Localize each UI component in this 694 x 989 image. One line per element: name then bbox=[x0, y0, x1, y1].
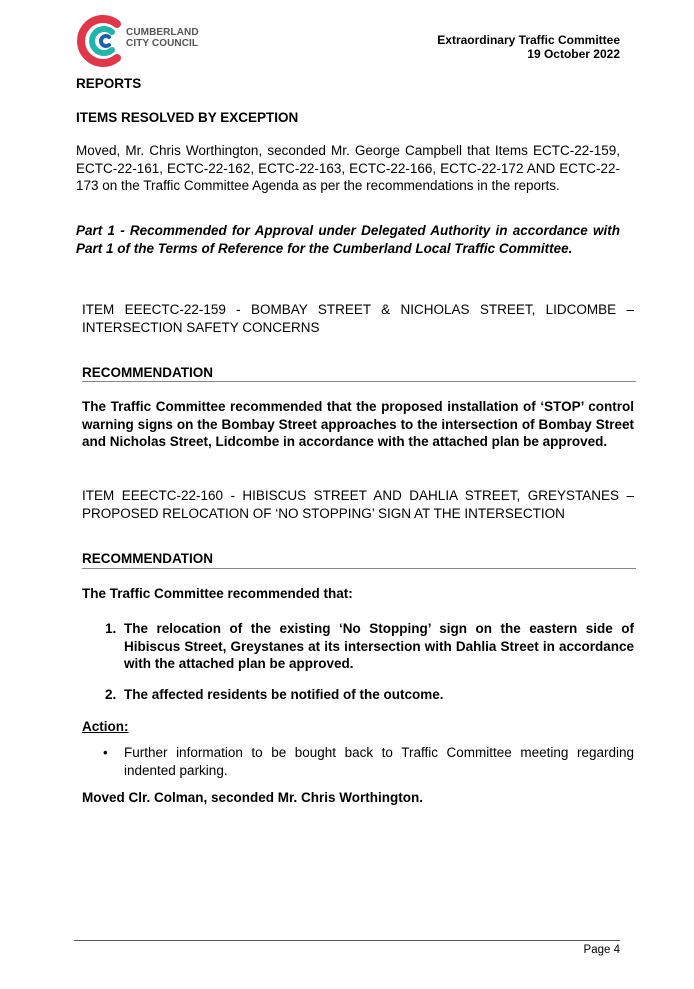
logo-line2: CITY COUNCIL bbox=[126, 38, 199, 49]
action-heading: Action: bbox=[82, 719, 129, 734]
rec2-intro: The Traffic Committee recommended that: bbox=[82, 586, 353, 601]
part1-paragraph: Part 1 - Recommended for Approval under Delegated Authority in accordance with Part 1 of the Terms of Reference for the Cumberland Local Traffic Committee. bbox=[76, 223, 620, 256]
items-exception-heading: ITEMS RESOLVED BY EXCEPTION bbox=[76, 110, 299, 125]
rec2-item2-number: 2. bbox=[105, 687, 117, 702]
item1-title: ITEM EEECTC-22-159 - BOMBAY STREET & NICHOLAS STREET, LIDCOMBE – INTERSECTION SAFETY CONCERNS bbox=[82, 302, 634, 335]
rec1-heading: RECOMMENDATION bbox=[82, 365, 213, 380]
footer-divider bbox=[74, 940, 620, 941]
rec2-heading: RECOMMENDATION bbox=[82, 551, 213, 566]
rec1-text: The Traffic Committee recommended that the proposed installation of ‘STOP’ control warning signs on the Bombay Street approaches to the intersection of Bombay Street and Nicholas Street, Lidcombe in accordance with the attached plan be approved. bbox=[82, 399, 634, 450]
action-bullet-text: Further information to be bought back to Traffic Committee meeting regarding indented parking. bbox=[124, 745, 634, 778]
rec2-item2-text: The affected residents be notified of the outcome. bbox=[124, 687, 444, 702]
rec2-divider bbox=[82, 568, 636, 569]
document-header bbox=[437, 33, 620, 61]
rec1-divider bbox=[82, 381, 636, 382]
committee-name: Extraordinary Traffic Committee bbox=[437, 33, 620, 47]
logo-line1: CUMBERLAND bbox=[126, 27, 199, 38]
bullet-icon: • bbox=[103, 745, 108, 760]
reports-heading: REPORTS bbox=[76, 76, 142, 91]
council-logo-icon bbox=[76, 14, 126, 68]
page-number: Page 4 bbox=[583, 944, 620, 956]
rec2-item1-text: The relocation of the existing ‘No Stopping’ sign on the eastern side of Hibiscus Street, Greystanes at its intersection with Dahlia Street in accordance with the attached plan be approved. bbox=[124, 621, 634, 672]
item2-title: ITEM EEECTC-22-160 - HIBISCUS STREET AND DAHLIA STREET, GREYSTANES – PROPOSED RELOCATION OF ‘NO STOPPING’ SIGN AT THE INTERSECTION bbox=[82, 488, 634, 521]
meeting-date: 19 October 2022 bbox=[527, 47, 620, 61]
logo-text bbox=[126, 27, 199, 49]
moved-final: Moved Clr. Colman, seconded Mr. Chris Worthington. bbox=[82, 790, 424, 805]
rec2-item1-number: 1. bbox=[105, 621, 117, 636]
moved-paragraph: Moved, Mr. Chris Worthington, seconded Mr. George Campbell that Items ECTC-22-159, ECTC-22-161, ECTC-22-162, ECTC-22-163, ECTC-22-166, ECTC-22-172 AND ECTC-22-173 on the Traffic Committee Agenda as per the recommendations in the reports. bbox=[76, 143, 620, 194]
